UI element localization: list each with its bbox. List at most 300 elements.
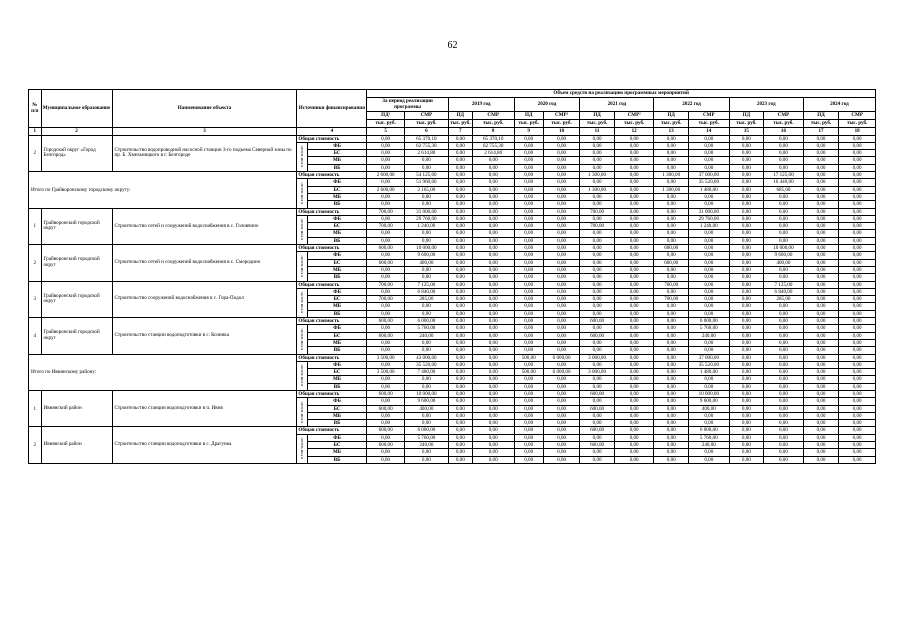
value-cell: 0,00 [764, 193, 804, 200]
value-cell: 0,00 [803, 369, 839, 376]
municipality-cell: Ивнянский район [41, 390, 112, 426]
source-fb: ФБ [307, 142, 367, 149]
value-cell: 0,00 [472, 288, 514, 295]
value-cell: 285,00 [764, 296, 804, 303]
value-cell: 0,00 [803, 266, 839, 273]
including-label: в том числе: [297, 215, 307, 244]
value-cell: 0,00 [614, 288, 654, 295]
unit-header: тыс. руб. [803, 119, 839, 127]
value-cell: 0,00 [729, 281, 763, 288]
value-cell: 0,00 [764, 427, 804, 434]
year-header-2023: 2023 год [729, 98, 803, 112]
value-cell: 0,00 [543, 434, 580, 441]
object-cell: Строительство станции водоподготовки в п. Ивня [112, 390, 297, 426]
value-cell: 400,00 [404, 405, 448, 412]
value-cell: 0,00 [472, 245, 514, 252]
value-cell: 0,00 [729, 266, 763, 273]
source-mb: МБ [307, 230, 367, 237]
value-cell: 0,00 [654, 237, 688, 244]
value-cell: 0,00 [367, 150, 405, 157]
including-label: в том числе: [297, 361, 307, 390]
source-total: Общая стоимость [297, 318, 367, 325]
value-cell: 0,00 [614, 179, 654, 186]
value-cell: 700,00 [367, 208, 405, 215]
value-cell: 500,00 [514, 369, 543, 376]
smr-header: СМР [764, 111, 804, 119]
value-cell: 0,00 [839, 347, 876, 354]
value-cell: 0,00 [803, 135, 839, 142]
value-cell: 0,00 [654, 303, 688, 310]
value-cell: 0,00 [404, 237, 448, 244]
value-cell: 0,00 [729, 434, 763, 441]
value-cell: 0,00 [764, 383, 804, 390]
value-cell: 0,00 [472, 398, 514, 405]
value-cell: 0,00 [839, 376, 876, 383]
value-cell: 0,00 [472, 383, 514, 390]
value-cell: 0,00 [543, 427, 580, 434]
source-total: Общая стоимость [297, 135, 367, 142]
value-cell: 600,00 [580, 427, 614, 434]
value-cell: 0,00 [803, 390, 839, 397]
value-cell: 0,00 [514, 296, 543, 303]
value-cell: 0,00 [543, 266, 580, 273]
object-cell: Строительство станции водоподготовки в с. Драгунка [112, 427, 297, 463]
value-cell: 0,00 [448, 325, 472, 332]
value-cell: 600,00 [367, 245, 405, 252]
value-cell: 0,00 [803, 361, 839, 368]
value-cell: 0,00 [448, 201, 472, 208]
value-cell: 0,00 [514, 179, 543, 186]
value-cell: 0,00 [543, 405, 580, 412]
value-cell: 2 614,80 [404, 150, 448, 157]
value-cell: 0,00 [729, 318, 763, 325]
source-mb: МБ [307, 266, 367, 273]
value-cell: 0,00 [803, 376, 839, 383]
value-cell: 1 240,00 [404, 223, 448, 230]
value-cell: 0,00 [729, 237, 763, 244]
value-cell: 0,00 [367, 449, 405, 456]
value-cell: 0,00 [580, 434, 614, 441]
source-bs: БС [307, 296, 367, 303]
value-cell: 5 760,00 [404, 434, 448, 441]
value-cell: 0,00 [448, 398, 472, 405]
value-cell: 0,00 [729, 245, 763, 252]
value-cell: 0,00 [764, 310, 804, 317]
value-cell: 0,00 [688, 259, 729, 266]
value-cell: 0,00 [654, 288, 688, 295]
header-row-1 [29, 90, 876, 98]
value-cell: 0,00 [367, 376, 405, 383]
value-cell: 0,00 [580, 142, 614, 149]
value-cell: 0,00 [764, 339, 804, 346]
value-cell: 0,00 [448, 281, 472, 288]
value-cell: 0,00 [514, 398, 543, 405]
value-cell: 0,00 [543, 164, 580, 171]
value-cell: 0,00 [614, 383, 654, 390]
value-cell: 0,00 [472, 237, 514, 244]
value-cell: 0,00 [404, 339, 448, 346]
source-bs: БС [307, 442, 367, 449]
value-cell: 0,00 [404, 193, 448, 200]
value-cell: 0,00 [543, 172, 580, 179]
value-cell: 0,00 [514, 361, 543, 368]
pd-header: ПД [580, 111, 614, 119]
source-fb: ФБ [307, 215, 367, 222]
value-cell: 0,00 [367, 303, 405, 310]
value-cell: 600,00 [580, 390, 614, 397]
value-cell: 0,00 [614, 449, 654, 456]
value-cell: 0,00 [803, 434, 839, 441]
value-cell: 0,00 [514, 449, 543, 456]
value-cell: 0,00 [448, 252, 472, 259]
value-cell: 0,00 [448, 142, 472, 149]
value-cell: 0,00 [764, 237, 804, 244]
year-header-2021: 2021 год [580, 98, 654, 112]
source-total: Общая стоимость [297, 208, 367, 215]
value-cell: 0,00 [367, 288, 405, 295]
column-number: 11 [580, 127, 614, 135]
value-cell: 0,00 [729, 310, 763, 317]
value-cell: 0,00 [839, 172, 876, 179]
value-cell: 0,00 [543, 361, 580, 368]
value-cell: 0,00 [404, 420, 448, 427]
value-cell: 0,00 [514, 245, 543, 252]
value-cell: 0,00 [688, 135, 729, 142]
unit-header: тыс. руб. [543, 119, 580, 127]
column-number: 5 [367, 127, 405, 135]
value-cell: 0,00 [654, 215, 688, 222]
value-cell: 0,00 [580, 164, 614, 171]
value-cell: 0,00 [543, 303, 580, 310]
value-cell: 400,00 [764, 259, 804, 266]
table-row [29, 245, 876, 252]
value-cell: 0,00 [472, 369, 514, 376]
value-cell: 0,00 [580, 398, 614, 405]
unit-header: тыс. руб. [654, 119, 688, 127]
smr-header: СМР [404, 111, 448, 119]
value-cell: 0,00 [729, 303, 763, 310]
value-cell: 3 500,00 [367, 369, 405, 376]
financing-table [28, 89, 876, 464]
value-cell: 0,00 [514, 325, 543, 332]
value-cell: 0,00 [839, 354, 876, 361]
value-cell: 0,00 [764, 266, 804, 273]
value-cell: 0,00 [803, 274, 839, 281]
value-cell: 0,00 [448, 456, 472, 463]
value-cell: 0,00 [654, 369, 688, 376]
value-cell: 0,00 [654, 434, 688, 441]
value-cell: 0,00 [764, 354, 804, 361]
value-cell: 0,00 [514, 230, 543, 237]
value-cell: 0,00 [803, 201, 839, 208]
value-cell: 0,00 [688, 150, 729, 157]
value-cell: 0,00 [448, 164, 472, 171]
value-cell: 0,00 [688, 266, 729, 273]
value-cell: 0,00 [688, 420, 729, 427]
value-cell: 0,00 [729, 259, 763, 266]
value-cell: 0,00 [543, 135, 580, 142]
value-cell: 0,00 [688, 245, 729, 252]
value-cell: 0,00 [514, 376, 543, 383]
including-label: в том числе: [297, 288, 307, 317]
value-cell: 0,00 [839, 412, 876, 419]
value-cell: 6 000,00 [404, 318, 448, 325]
value-cell: 0,00 [729, 135, 763, 142]
value-cell: 2 600,00 [367, 172, 405, 179]
value-cell: 6 000,00 [543, 354, 580, 361]
value-cell: 0,00 [472, 434, 514, 441]
value-cell: 0,00 [448, 230, 472, 237]
value-cell: 0,00 [729, 252, 763, 259]
source-total: Общая стоимость [297, 427, 367, 434]
value-cell: 0,00 [839, 150, 876, 157]
value-cell: 0,00 [367, 164, 405, 171]
value-cell: 0,00 [614, 215, 654, 222]
value-cell: 0,00 [514, 281, 543, 288]
value-cell: 0,00 [543, 310, 580, 317]
source-fb: ФБ [307, 398, 367, 405]
column-number: 14 [688, 127, 729, 135]
value-cell: 0,00 [580, 245, 614, 252]
value-cell: 685,00 [764, 186, 804, 193]
source-mb: МБ [307, 412, 367, 419]
value-cell: 0,00 [543, 420, 580, 427]
value-cell: 0,00 [448, 434, 472, 441]
value-cell: 0,00 [764, 223, 804, 230]
smr-header: СМР [839, 111, 876, 119]
value-cell: 0,00 [729, 274, 763, 281]
value-cell: 0,00 [729, 325, 763, 332]
value-cell: 0,00 [729, 398, 763, 405]
value-cell: 0,00 [514, 186, 543, 193]
value-cell: 0,00 [839, 296, 876, 303]
value-cell: 0,00 [514, 420, 543, 427]
value-cell: 0,00 [580, 201, 614, 208]
value-cell: 0,00 [614, 172, 654, 179]
value-cell: 0,00 [472, 186, 514, 193]
source-mb: МБ [307, 157, 367, 164]
value-cell: 9 600,00 [688, 398, 729, 405]
value-cell: 0,00 [448, 449, 472, 456]
value-cell: 0,00 [614, 376, 654, 383]
value-cell: 700,00 [367, 281, 405, 288]
value-cell: 0,00 [514, 150, 543, 157]
value-cell: 0,00 [803, 325, 839, 332]
value-cell: 500,00 [514, 354, 543, 361]
value-cell: 0,00 [448, 390, 472, 397]
value-cell: 0,00 [367, 237, 405, 244]
value-cell: 0,00 [654, 318, 688, 325]
including-label: в том числе: [297, 179, 307, 208]
value-cell: 600,00 [580, 318, 614, 325]
value-cell: 0,00 [839, 427, 876, 434]
source-vb: ВБ [307, 383, 367, 390]
value-cell: 0,00 [654, 427, 688, 434]
smr-header: СМР² [543, 111, 580, 119]
value-cell: 0,00 [514, 193, 543, 200]
value-cell: 2 614,80 [472, 150, 514, 157]
source-vb: ВБ [307, 164, 367, 171]
value-cell: 0,00 [839, 383, 876, 390]
value-cell: 0,00 [803, 164, 839, 171]
value-cell: 0,00 [688, 296, 729, 303]
value-cell: 0,00 [654, 135, 688, 142]
value-cell: 0,00 [654, 179, 688, 186]
value-cell: 7 480,00 [404, 369, 448, 376]
including-label: в том числе: [297, 325, 307, 354]
value-cell: 0,00 [729, 383, 763, 390]
value-cell: 0,00 [764, 303, 804, 310]
value-cell: 0,00 [839, 142, 876, 149]
value-cell: 62 755,30 [472, 142, 514, 149]
value-cell: 0,00 [764, 215, 804, 222]
value-cell: 6 840,00 [764, 288, 804, 295]
value-cell: 5 760,00 [688, 325, 729, 332]
value-cell: 0,00 [614, 398, 654, 405]
value-cell: 0,00 [729, 456, 763, 463]
value-cell: 0,00 [580, 456, 614, 463]
value-cell: 0,00 [839, 193, 876, 200]
value-cell: 0,00 [580, 325, 614, 332]
value-cell: 0,00 [729, 215, 763, 222]
value-cell: 0,00 [404, 274, 448, 281]
value-cell: 0,00 [839, 310, 876, 317]
value-cell: 0,00 [367, 135, 405, 142]
value-cell: 0,00 [654, 310, 688, 317]
unit-header: тыс. руб. [839, 119, 876, 127]
value-cell: 0,00 [654, 157, 688, 164]
value-cell: 0,00 [614, 310, 654, 317]
value-cell: 0,00 [803, 142, 839, 149]
value-cell: 0,00 [839, 245, 876, 252]
value-cell: 0,00 [543, 398, 580, 405]
source-bs: БС [307, 369, 367, 376]
source-bs: БС [307, 405, 367, 412]
value-cell: 0,00 [839, 135, 876, 142]
value-cell: 0,00 [729, 296, 763, 303]
value-cell: 0,00 [614, 325, 654, 332]
value-cell: 600,00 [367, 318, 405, 325]
value-cell: 0,00 [654, 390, 688, 397]
value-cell: 600,00 [580, 405, 614, 412]
value-cell: 0,00 [729, 354, 763, 361]
value-cell: 0,00 [448, 427, 472, 434]
value-cell: 600,00 [654, 245, 688, 252]
value-cell: 0,00 [839, 361, 876, 368]
row-number: 2 [29, 245, 42, 281]
value-cell: 0,00 [472, 193, 514, 200]
value-cell: 0,00 [404, 164, 448, 171]
value-cell: 62 755,30 [404, 142, 448, 149]
value-cell: 0,00 [367, 325, 405, 332]
source-vb: ВБ [307, 201, 367, 208]
value-cell: 43 000,00 [404, 354, 448, 361]
value-cell: 0,00 [729, 201, 763, 208]
including-label: в том числе: [297, 252, 307, 281]
value-cell: 0,00 [839, 434, 876, 441]
value-cell: 0,00 [614, 150, 654, 157]
unit-header: тыс. руб. [688, 119, 729, 127]
value-cell: 1 300,00 [580, 172, 614, 179]
value-cell: 0,00 [614, 361, 654, 368]
value-cell: 1 300,00 [654, 186, 688, 193]
value-cell: 0,00 [367, 142, 405, 149]
value-cell: 0,00 [839, 456, 876, 463]
table-row [29, 208, 876, 215]
value-cell: 0,00 [367, 157, 405, 164]
value-cell: 0,00 [729, 369, 763, 376]
value-cell: 240,00 [688, 332, 729, 339]
column-number: 8 [472, 127, 514, 135]
value-cell: 0,00 [729, 142, 763, 149]
value-cell: 0,00 [614, 420, 654, 427]
including-label: в том числе: [297, 434, 307, 463]
value-cell: 0,00 [543, 296, 580, 303]
value-cell: 0,00 [839, 332, 876, 339]
value-cell: 1 240,00 [688, 223, 729, 230]
value-cell: 0,00 [614, 266, 654, 273]
value-cell: 0,00 [764, 332, 804, 339]
value-cell: 0,00 [580, 420, 614, 427]
value-cell: 0,00 [543, 456, 580, 463]
value-cell: 0,00 [688, 310, 729, 317]
value-cell: 0,00 [472, 223, 514, 230]
year-header-2024: 2024 год [803, 98, 875, 112]
value-cell: 0,00 [472, 296, 514, 303]
value-cell: 0,00 [543, 339, 580, 346]
value-cell: 0,00 [688, 274, 729, 281]
value-cell: 0,00 [367, 412, 405, 419]
value-cell: 0,00 [404, 266, 448, 273]
value-cell: 0,00 [764, 164, 804, 171]
row-number: 1 [29, 208, 42, 244]
value-cell: 0,00 [514, 259, 543, 266]
total-row [29, 354, 876, 361]
value-cell: 0,00 [654, 420, 688, 427]
value-cell: 600,00 [367, 427, 405, 434]
value-cell: 0,00 [580, 303, 614, 310]
value-cell: 0,00 [514, 157, 543, 164]
value-cell: 0,00 [654, 201, 688, 208]
value-cell: 0,00 [543, 179, 580, 186]
value-cell: 600,00 [367, 259, 405, 266]
value-cell: 0,00 [472, 157, 514, 164]
value-cell: 0,00 [839, 274, 876, 281]
column-number: 10 [543, 127, 580, 135]
value-cell: 0,00 [448, 369, 472, 376]
value-cell: 0,00 [654, 230, 688, 237]
value-cell: 0,00 [543, 208, 580, 215]
value-cell: 0,00 [839, 237, 876, 244]
value-cell: 0,00 [839, 390, 876, 397]
object-cell: Строительство сетей и сооружений водоснабжения в с. Смородино [112, 245, 297, 281]
value-cell: 0,00 [404, 449, 448, 456]
col-object-header: Наименование объекта [112, 90, 297, 128]
value-cell: 0,00 [448, 296, 472, 303]
value-cell: 0,00 [514, 383, 543, 390]
value-cell: 0,00 [543, 288, 580, 295]
value-cell: 0,00 [614, 245, 654, 252]
value-cell: 0,00 [472, 427, 514, 434]
value-cell: 0,00 [514, 310, 543, 317]
municipality-cell: Грайворонский городской округ [41, 318, 112, 354]
value-cell: 0,00 [448, 208, 472, 215]
value-cell: 0,00 [839, 230, 876, 237]
value-cell: 0,00 [654, 449, 688, 456]
value-cell: 0,00 [688, 193, 729, 200]
value-cell: 0,00 [803, 288, 839, 295]
value-cell: 0,00 [580, 179, 614, 186]
